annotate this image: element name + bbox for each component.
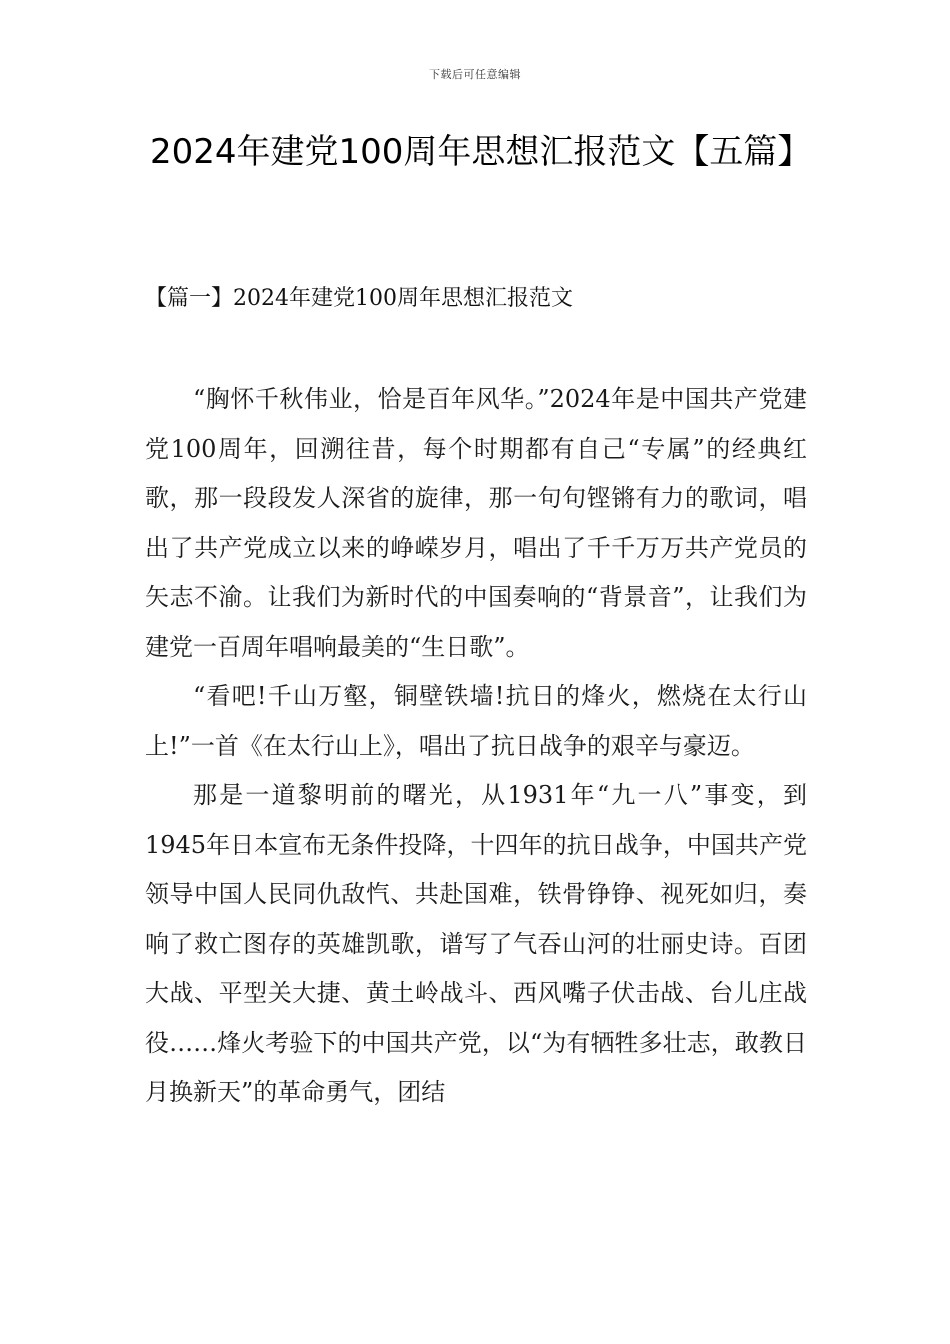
document-title: 2024年建党100周年思想汇报范文【五篇】 [150, 132, 812, 172]
section-heading: 【篇一】2024年建党100周年思想汇报范文 [145, 286, 573, 311]
document-body [145, 375, 807, 1118]
page-header-note: 下载后可任意编辑 [429, 68, 521, 81]
body-paragraph: “胸怀千秋伟业，恰是百年风华。”2024年是中国共产党建党100周年，回溯往昔，每个时期都有自己“专属”的经典红歌，那一段段发人深省的旋律，那一句句铿锵有力的歌词，唱出了共产党成立以来的峥嵘岁月，唱出了千千万万共产党员的矢志不渝。让我们为新时代的中国奏响的“背景音”，让我们为建党一百周年唱响最美的“生日歌”。 [145, 385, 807, 661]
body-paragraph: “看吧!千山万壑，铜壁铁墙!抗日的烽火，燃烧在太行山上!”一首《在太行山上》，唱出了抗日战争的艰辛与豪迈。 [145, 682, 807, 760]
body-paragraph: 那是一道黎明前的曙光，从1931年“九一八”事变，到1945年日本宣布无条件投降，十四年的抗日战争，中国共产党领导中国人民同仇敌忾、共赴国难，铁骨铮铮、视死如归，奏响了救亡图存的英雄凯歌，谱写了气吞山河的壮丽史诗。百团大战、平型关大捷、黄土岭战斗、西风嘴子伏击战、台儿庄战役……烽火考验下的中国共产党，以“为有牺牲多壮志，敢教日月换新天”的革命勇气，团结 [145, 781, 807, 1106]
